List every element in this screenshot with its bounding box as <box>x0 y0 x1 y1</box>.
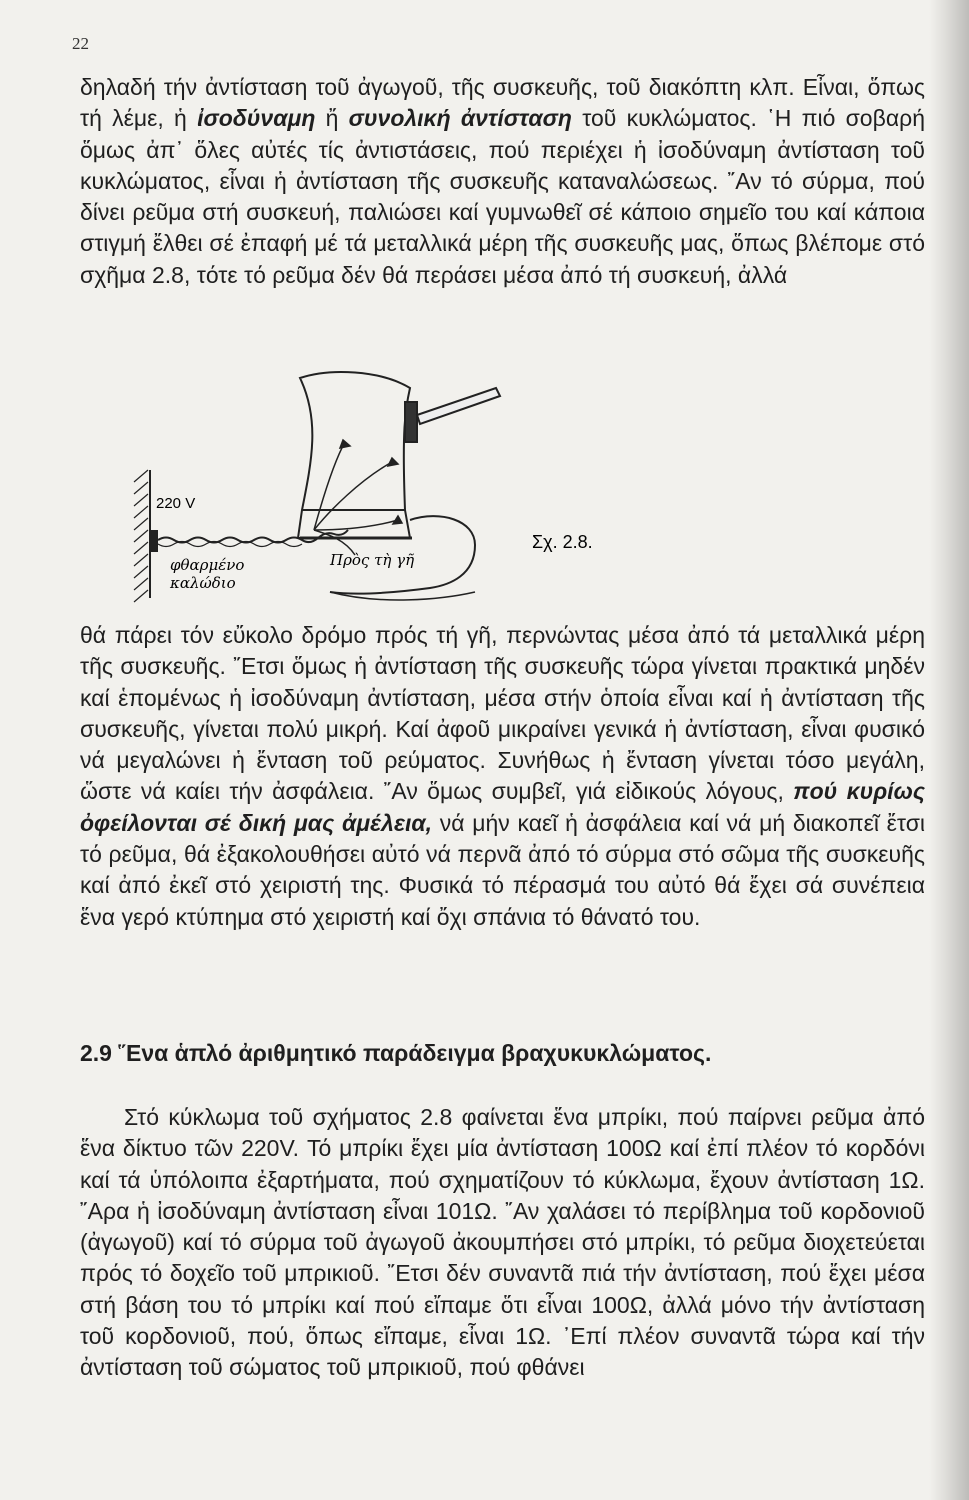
socket <box>150 530 158 552</box>
page-number: 22 <box>72 34 89 53</box>
term-total-resistance: συνολική ἀντίσταση <box>348 105 572 132</box>
paragraph-1-text-a: δηλαδή τήν ἀντίσταση τοῦ ἀγωγοῦ, τῆς συσκευῆς, τοῦ διακόπτη κλπ. Εἶναι, ὅπως τή λέμε, ἡ <box>80 74 925 132</box>
paragraph-2 <box>80 620 925 933</box>
voltage-label: 220 V <box>156 495 196 512</box>
paragraph-3: Στό κύκλωμα τοῦ σχήματος 2.8 φαίνεται ἕνα μπρίκι, πού παίρνει ρεῦμα ἀπό ἕνα δίκτυο τῶν 220V. Τό μπρίκι ἔχει μία ἀντίσταση 100Ω καί ἐπί πλέον τό κορδόνι καί τά ὑπόλοιπα ἐξαρτήματα, πού σχηματίζουν τό κύκλωμα, ἔχουν ἀντίσταση 1Ω. ῎Αρα ἡ ἰσοδύναμη ἀντίσταση εἶναι 101Ω. ῎Αν χαλάσει τό περίβλημα τοῦ κορδονιοῦ (ἀγωγοῦ) καί τό σύρμα τοῦ ἀγωγοῦ ἀκουμπήσει στό μπρίκι, τό ρεῦμα διοχετεύεται πρός τό δοχεῖο τοῦ μπρικιοῦ. ῎Ετσι δέν συναντᾶ πιά τήν ἀντίσταση, πού ἔχει μέσα στή βάση του τό μπρίκι καί πού εἴπαμε ὅτι εἶναι 100Ω, ἀλλά μόνο τήν ἀντίσταση τοῦ κορδονιοῦ, πού, ὅπως εἴπαμε, εἶναι 1Ω. ᾿Επί πλέον συναντᾶ τώρα καί τήν ἀντίσταση τοῦ σώματος τοῦ μπρικιοῦ, πού φθάνει <box>80 1104 925 1381</box>
paragraph-1-text-c: τοῦ κυκλώματος. ῾Η πιό σοβαρή ὅμως ἀπ᾿ ὅλες αὐτές τίς ἀντιστάσεις, πού περιέχει ἡ ἰσοδύναμη ἀντίσταση τοῦ κυκλώματος, εἶναι ἡ ἀντίσταση τῆς συσκευῆς καταναλώσεως. ῎Αν τό σύρμα, πού δίνει ρεῦμα στή συσκευή, παλιώσει καί γυμνωθεῖ σέ κάποιο σημεῖο του καί κάποια στιγμή ἔλθει σέ ἐπαφή μέ τά μεταλλικά μέρη τῆς συσκευῆς μας, ὅπως βλέπομε στό σχῆμα 2.8, τότε τό ρεῦμα δέν θά περάσει μέσα ἀπό τή συσκευή, ἀλλά <box>80 105 925 288</box>
term-equivalent: ἰσοδύναμη <box>197 105 316 132</box>
section-heading: 2.9 ῞Ενα ἁπλό ἀριθμητικό παράδειγμα βραχυκυκλώματος. <box>80 1040 712 1066</box>
paragraph-2-text-a: θά πάρει τόν εὔκολο δρόμο πρός τή γῆ, περνώντας μέσα ἀπό τά μεταλλικά μέρη τῆς συσκευῆς. ῎Ετσι ὅμως ἡ ἀντίσταση τῆς συσκευῆς τώρα γίνεται πρακτικά μηδέν καί ἑπομένως ἡ ἰσοδύναμη ἀντίσταση, μέσα στήν ὁποία εἶναι καί ἡ ἀντίσταση τῆς συσκευῆς, γίνεται πολύ μικρή. Καί ἀφοῦ μικραίνει γενικά ἡ ἀντίσταση, εἶναι φυσικό νά μεγαλώνει ἡ ἔνταση τοῦ ρεύματος. Συνήθως ἡ ἔνταση γίνεται τόσο μεγάλη, ὥστε νά καίει τήν ἀσφάλεια. ῎Αν ὅμως συμβεῖ, γιά εἰδικούς λόγους, <box>80 622 925 805</box>
emphasis-negligence: πού κυρίως ὀφείλονται σέ δική μας ἀμέλεια, <box>80 778 926 836</box>
figure-2-8 <box>130 360 770 620</box>
figure-caption: Σχ. 2.8. <box>532 532 593 552</box>
damaged-cable-label-line1: φθαρμένο <box>170 556 245 574</box>
paragraph-2-text-b: νά μήν καεῖ ἡ ἀσφάλεια καί νά μή διακοπεῖ ἔτσι τό ρεῦμα, θά ἐξακολουθήσει αὐτό νά περνᾶ ἀπό τό σύρμα στό σῶμα τῆς συσκευῆς καί ἀπό ἐκεῖ στό χειριστή της. Φυσικά τό πέρασμά του αὐτό θά ἔχει σά συνέπεια ἕνα γερό κτύπημα στό χειριστή καί ὄχι σπάνια τό θάνατό του. <box>80 809 926 930</box>
damaged-cable-label-line2: καλώδιο <box>170 574 236 592</box>
figure-2-8-drawing <box>130 360 770 620</box>
wall-hatching <box>134 470 150 602</box>
paragraph-1 <box>80 72 925 291</box>
ground-label: Πρὸς τὴ γῆ <box>330 551 415 569</box>
page-spine-shadow <box>929 0 969 1500</box>
paragraph-1-text-b: ἤ <box>315 105 349 132</box>
